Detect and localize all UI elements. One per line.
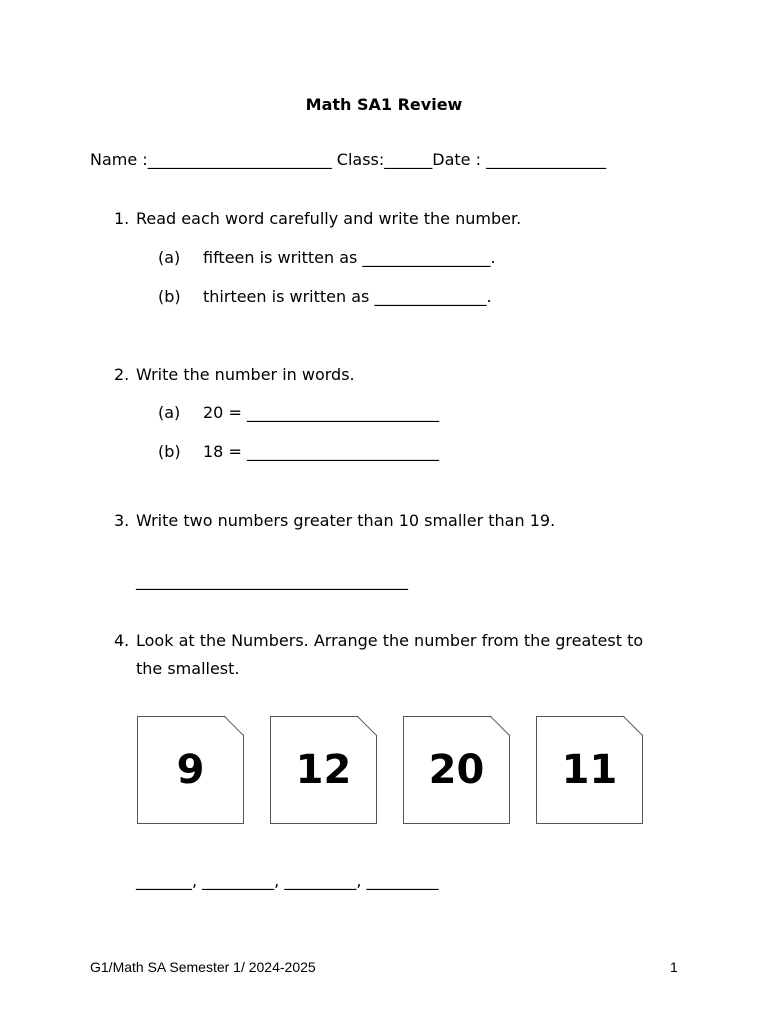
q1a-text[interactable]: fifteen is written as ________________. <box>203 248 496 267</box>
number-card <box>403 716 510 824</box>
q3-number: 3. <box>114 511 130 530</box>
q3-answer-line[interactable]: __________________________________ <box>136 571 408 590</box>
q2b-text[interactable]: 18 = ________________________ <box>203 442 439 461</box>
student-info-line <box>90 150 606 170</box>
name-blank[interactable]: _______________________ <box>147 150 332 169</box>
number-card <box>270 716 377 824</box>
footer-text: G1/Math SA Semester 1/ 2024-2025 <box>90 959 316 975</box>
class-blank[interactable]: ______ <box>384 150 433 169</box>
q4-prompt-line2: the smallest. <box>136 659 240 678</box>
number-card <box>536 716 643 824</box>
card-number: 11 <box>561 747 618 793</box>
q1-number: 1. <box>114 209 130 228</box>
q4-prompt-line1: Look at the Numbers. Arrange the number from the greatest to <box>136 631 644 650</box>
q1b-label: (b) <box>158 287 181 306</box>
q2-prompt: Write the number in words. <box>136 365 355 384</box>
q1-prompt: Read each word carefully and write the number. <box>136 209 522 228</box>
q2-number: 2. <box>114 365 130 384</box>
page-number: 1 <box>670 959 678 975</box>
q4-answer-blanks[interactable]: _______, _________, _________, _________ <box>136 871 439 890</box>
date-blank[interactable]: _______________ <box>486 150 607 169</box>
q2a-text[interactable]: 20 = ________________________ <box>203 403 439 422</box>
number-card <box>137 716 244 824</box>
q3-prompt: Write two numbers greater than 10 smaller than 19. <box>136 511 556 530</box>
card-number: 20 <box>428 747 485 793</box>
q2b-label: (b) <box>158 442 181 461</box>
name-label: Name : <box>90 150 148 169</box>
class-label: Class: <box>336 150 385 169</box>
date-label: Date : <box>432 150 481 169</box>
q1b-text[interactable]: thirteen is written as ______________. <box>203 287 492 306</box>
card-number: 12 <box>295 747 352 793</box>
q4-number: 4. <box>114 631 130 650</box>
q2a-label: (a) <box>158 403 181 422</box>
card-number: 9 <box>176 747 205 793</box>
q1a-label: (a) <box>158 248 181 267</box>
page-title: Math SA1 Review <box>305 95 463 114</box>
